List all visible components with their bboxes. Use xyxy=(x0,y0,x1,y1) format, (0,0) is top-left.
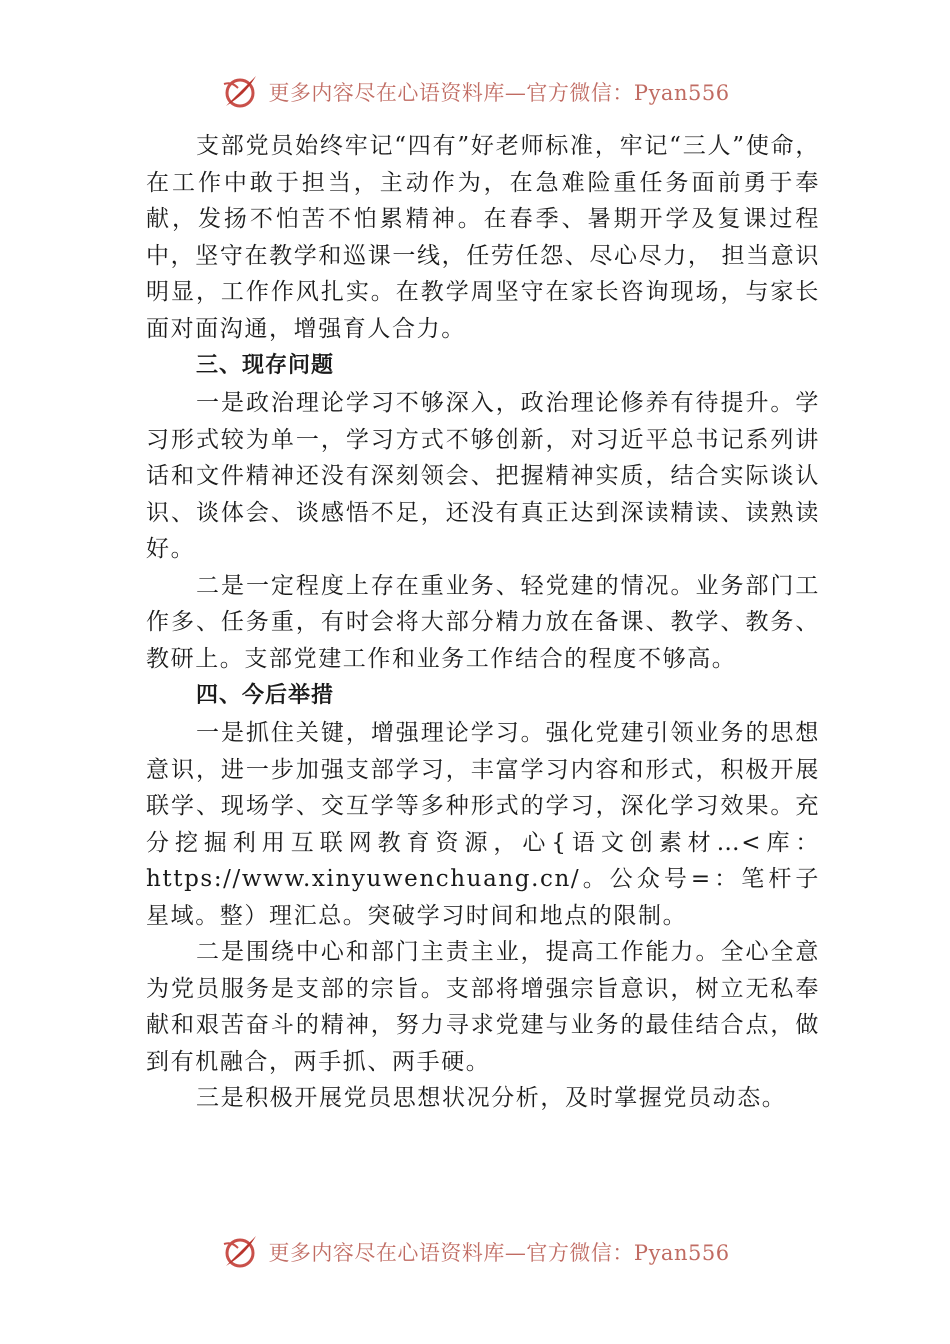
paragraph-measure-1: 一是抓住关键，增强理论学习。强化党建引领业务的思想意识，进一步加强支部学习，丰富学习内容和形式，积极开展联学、现场学、交互学等多种形式的学习，深化学习效果。充分挖掘利用互联网教育资源，心{语文创素材…<库：https://www.xinyuwenchuang.cn/。公众号=：笔杆子星域。整）理汇总。突破学习时间和地点的限制。 xyxy=(146,720,820,929)
document-body xyxy=(146,128,820,1117)
paragraph-measure-3: 三是积极开展党员思想状况分析，及时掌握党员动态。 xyxy=(196,1085,787,1111)
paragraph-issue-1: 一是政治理论学习不够深入，政治理论修养有待提升。学习形式较为单一，学习方式不够创新，对习近平总书记系列讲话和文件精神还没有深刻领会、把握精神实质，结合实际谈认识、谈体会、谈感悟不足，还没有真正达到深读精读、读熟读好。 xyxy=(146,390,820,562)
footer-banner xyxy=(0,1230,950,1274)
banner-text: 更多内容尽在心语资料库—官方微信：Pyan556 xyxy=(268,1241,730,1265)
paragraph-party-members: 支部党员始终牢记“四有”好老师标准，牢记“三人”使命，在工作中敢于担当，主动作为，在急难险重任务面前勇于奉献，发扬不怕苦不怕累精神。在春季、暑期开学及复课过程中，坚守在教学和巡课一线，任劳任怨、尽心尽力， 担当意识明显，工作作风扎实。在教学周坚守在家长咨询现场，与家长面对面沟通，增强育人合力。 xyxy=(146,133,820,342)
section-heading-current-issues: 三、现存问题 xyxy=(196,353,335,378)
paragraph-issue-2: 二是一定程度上存在重业务、轻党建的情况。业务部门工作多、任务重，有时会将大部分精力放在备课、教学、教务、教研上。支部党建工作和业务工作结合的程度不够高。 xyxy=(146,572,820,672)
quill-circle-logo-icon xyxy=(220,1232,260,1272)
banner-text: 更多内容尽在心语资料库—官方微信：Pyan556 xyxy=(268,81,730,105)
header-banner xyxy=(0,70,950,114)
quill-circle-logo-icon xyxy=(220,72,260,112)
paragraph-measure-2: 二是围绕中心和部门主责主业，提高工作能力。全心全意为党员服务是支部的宗旨。支部将增强宗旨意识，树立无私奉献和艰苦奋斗的精神，努力寻求党建与业务的最佳结合点，做到有机融合，两手抓、两手硬。 xyxy=(146,939,820,1075)
section-heading-future-measures: 四、今后举措 xyxy=(196,683,335,708)
